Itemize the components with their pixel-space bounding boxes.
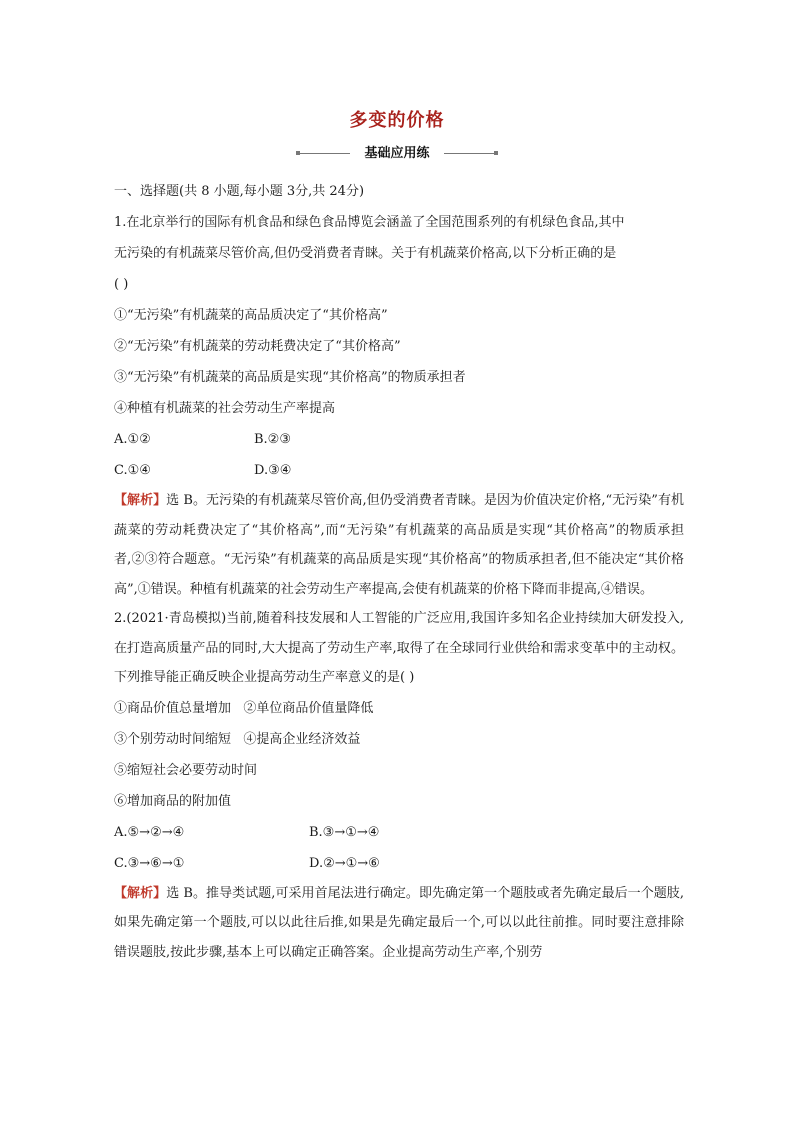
q2-stem: 2.(2021·青岛模拟)当前,随着科技发展和人工智能的广泛应用,我国许多知名企业持续加大研发投入,在打造高质量产品的同时,大大提高了劳动生产率,取得了在全球同行业供给和需求变革中的主动权。下列推导能正确反映企业提高劳动生产率意义的是( )	[114, 611, 684, 685]
q1-analysis-text: 选 B。无污染的有机蔬菜尽管价高,但仍受消费者青睐。是因为价值决定价格,“无污染”有机蔬菜的劳动耗费决定了“其价格高”,而“无污染”有机蔬菜的高品质是实现“其价格高”的物质承担者,②③符合题意。“无污染”有机蔬菜的高品质是实现“其价格高”的物质承担者,但不能决定“其价格高”,①错误。种植有机蔬菜的社会劳动生产率提高,会使有机蔬菜的价格下降而非提高,④错误。	[114, 493, 684, 597]
q2-option-c: C.③→⑥→①	[114, 855, 185, 871]
q1-stem-line-3: ( )	[114, 277, 129, 292]
q1-option-b: B.②③	[254, 432, 291, 447]
q1-option-c: C.①④	[114, 463, 151, 478]
part-heading: 一、选择题(共 8 小题,每小题 3分,共 24分)	[114, 184, 365, 199]
q1-item: ④种植有机蔬菜的社会劳动生产率提高	[114, 401, 336, 416]
q2-options-row-2	[114, 848, 684, 879]
q1-stem-line-2: 无污染的有机蔬菜尽管价高,但仍受消费者青睐。关于有机蔬菜价格高,以下分析正确的是	[114, 246, 617, 261]
q1-options-row-2	[114, 455, 684, 486]
q2-options-row-1	[114, 817, 684, 848]
q2-option-a: A.⑤→②→④	[114, 824, 185, 840]
banner-line-right	[444, 153, 494, 154]
banner-dot-right	[494, 151, 498, 155]
section-banner	[296, 146, 498, 162]
q2-analysis	[114, 879, 684, 968]
q2-option-d: D.②→①→⑥	[309, 855, 380, 871]
q1-analysis	[114, 486, 684, 604]
q1-options-row-1	[114, 424, 684, 455]
q2-option-b: B.③→①→④	[309, 824, 380, 840]
content-body	[114, 176, 684, 967]
q1-item: ③“无污染”有机蔬菜的高品质是实现“其价格高”的物质承担者	[114, 370, 466, 385]
q1-item: ①“无污染”有机蔬菜的高品质决定了“其价格高”	[114, 308, 388, 323]
analysis-tag: 【解析】	[114, 885, 167, 901]
q1-stem-line-1: 1.在北京举行的国际有机食品和绿色食品博览会涵盖了全国范围系列的有机绿色食品,其中	[114, 215, 625, 230]
section-title: 基础应用练	[364, 146, 430, 161]
q2-analysis-text: 选 B。推导类试题,可采用首尾法进行确定。即先确定第一个题肢或者先确定最后一个题肢,如果先确定第一个题肢,可以以此往后推,如果是先确定最后一个,可以以此往前推。同时要注意排除错误题肢,按此步骤,基本上可以确定正确答案。企业提高劳动生产率,个别劳	[114, 885, 684, 960]
page-title: 多变的价格	[349, 110, 445, 131]
q1-option-a: A.①②	[114, 432, 151, 447]
analysis-tag: 【解析】	[114, 493, 167, 508]
q1-option-d: D.③④	[254, 463, 292, 478]
q2-item: ⑤缩短社会必要劳动时间	[114, 762, 258, 778]
q2-item: ③个别劳动时间缩短 ④提高企业经济效益	[114, 731, 361, 747]
q2-item: ⑥增加商品的附加值	[114, 793, 232, 809]
q1-item: ②“无污染”有机蔬菜的劳动耗费决定了“其价格高”	[114, 339, 401, 354]
q2-item: ①商品价值总量增加 ②单位商品价值量降低	[114, 700, 374, 716]
